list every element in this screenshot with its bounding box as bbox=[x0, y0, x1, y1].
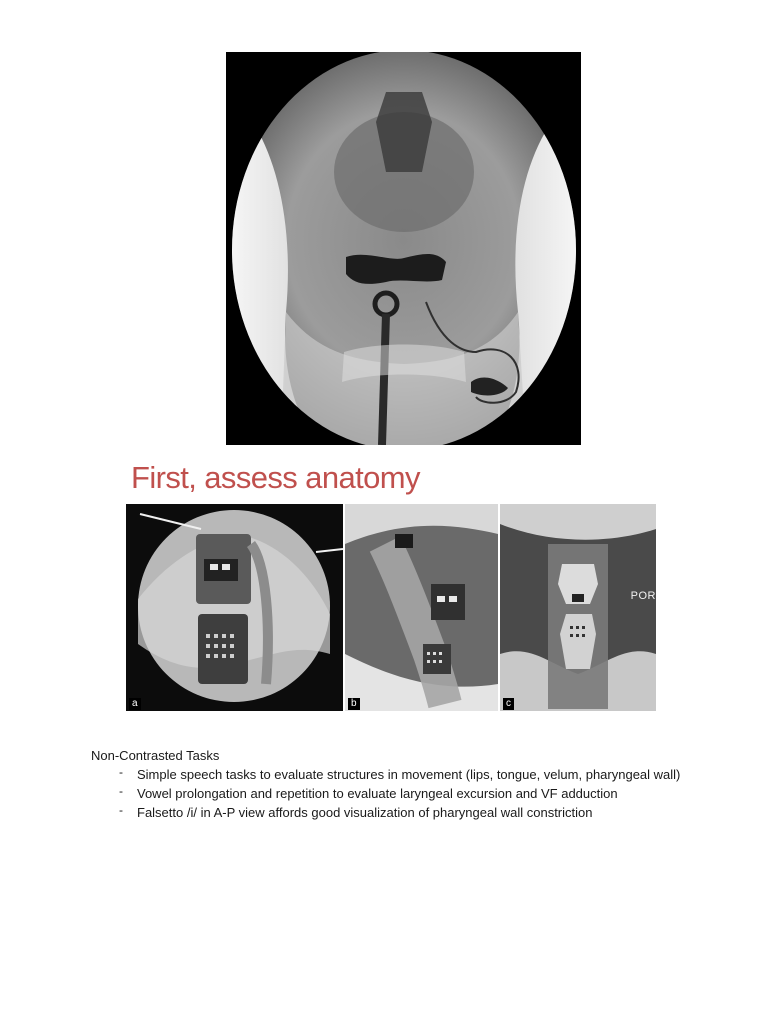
section-heading: Non-Contrasted Tasks bbox=[91, 748, 220, 763]
bullet-dash: - bbox=[119, 784, 123, 798]
radiograph-figure bbox=[126, 504, 656, 711]
list-item-text: Falsetto /i/ in A-P view affords good visualization of pharyngeal wall constriction bbox=[137, 805, 593, 820]
panel-b-lateral-xray bbox=[345, 504, 498, 711]
panel-label-b: b bbox=[348, 698, 360, 710]
list-item bbox=[119, 784, 731, 803]
list-item-text: Simple speech tasks to evaluate structures in movement (lips, tongue, velum, pharyngeal wall) bbox=[137, 767, 681, 782]
panel-label-a: a bbox=[129, 698, 141, 710]
panel-c-marker: POR bbox=[630, 590, 656, 602]
list-item bbox=[119, 803, 731, 822]
panel-c-ap-xray bbox=[500, 504, 656, 711]
bullet-dash: - bbox=[119, 803, 123, 817]
bullet-dash: - bbox=[119, 765, 123, 779]
list-item-text: Vowel prolongation and repetition to evaluate laryngeal excursion and VF adduction bbox=[137, 786, 618, 801]
task-list bbox=[91, 765, 731, 822]
text-block bbox=[91, 746, 731, 822]
panel-label-c: c bbox=[503, 698, 514, 710]
slide-title: First, assess anatomy bbox=[131, 460, 420, 495]
panel-a-lateral-fluoroscopy bbox=[126, 504, 343, 711]
list-item bbox=[119, 765, 731, 784]
fluoroscopy-ap-neck-image bbox=[226, 52, 581, 445]
